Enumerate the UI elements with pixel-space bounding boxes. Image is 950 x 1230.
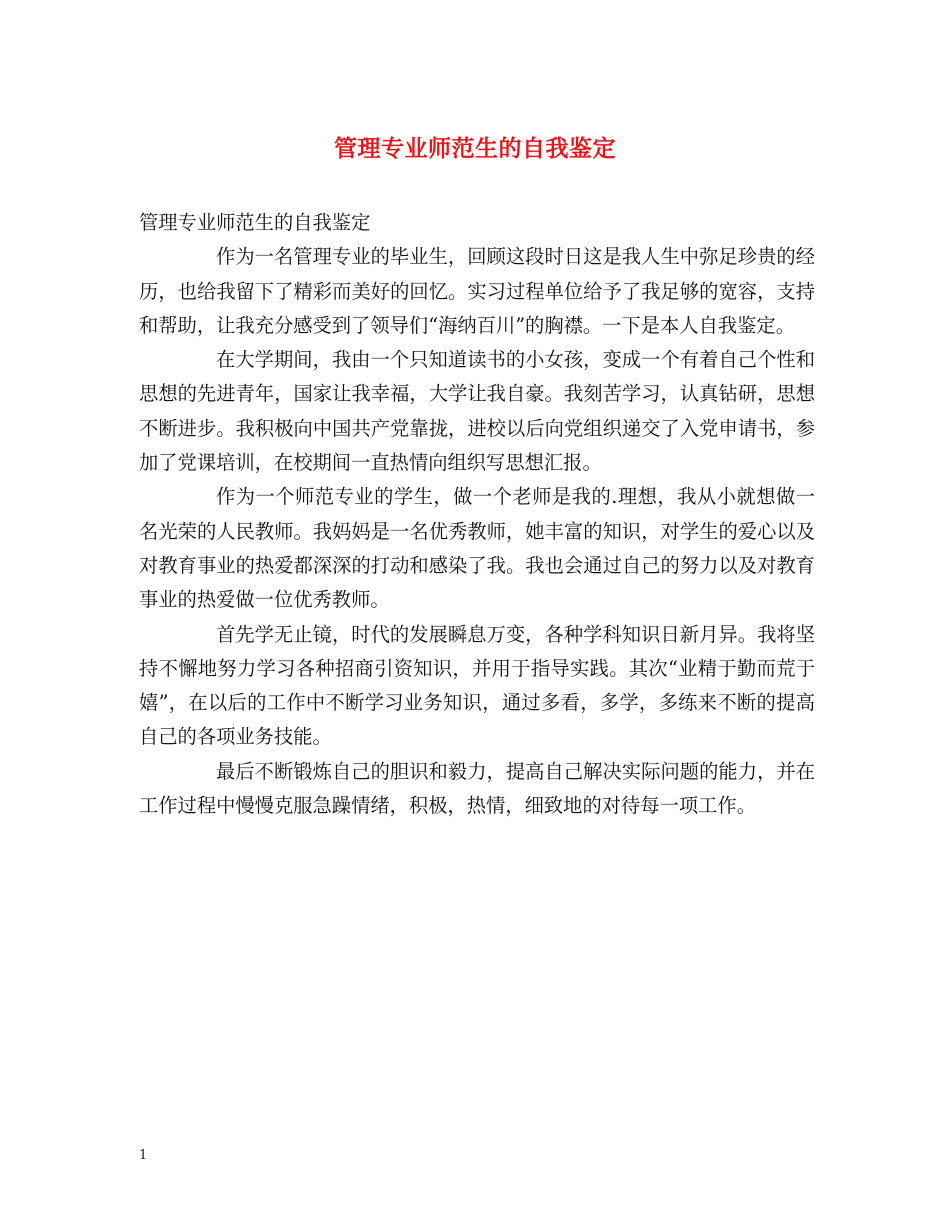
paragraph-intro: 作为一名管理专业的毕业生，回顾这段时日这是我人生中弥足珍贵的经历，也给我留下了精彩而美好的回忆。实习过程单位给予了我足够的宽容，支持和帮助，让我充分感受到了领导们“海纳百川”的胸襟。一下是本人自我鉴定。 (139, 245, 815, 337)
page-number: 1 (139, 1148, 148, 1163)
document-subtitle: 管理专业师范生的自我鉴定 (139, 211, 371, 234)
paragraph-conclusion: 最后不断锻炼自己的胆识和毅力，提高自己解决实际问题的能力，并在工作过程中慢慢克服急躁情绪，积极，热情，细致地的对待每一项工作。 (139, 759, 815, 818)
document-title: 管理专业师范生的自我鉴定 (334, 135, 616, 162)
paragraph-teacher-ideal: 作为一个师范专业的学生，做一个老师是我的.理想，我从小就想做一名光荣的人民教师。我妈妈是一名优秀教师，她丰富的知识，对学生的爱心以及对教育事业的热爱都深深的打动和感染了我。我也会通过自己的努力以及对教育事业的热爱做一位优秀教师。 (139, 485, 815, 612)
document-body (139, 206, 815, 823)
paragraph-university: 在大学期间，我由一个只知道读书的小女孩，变成一个有着自己个性和思想的先进青年，国家让我幸福，大学让我自豪。我刻苦学习，认真钻研，思想不断进步。我积极向中国共产党靠拢，进校以后向党组织递交了入党申请书，参加了党课培训，在校期间一直热情向组织写思想汇报。 (139, 348, 815, 475)
paragraph-learning: 首先学无止镜，时代的发展瞬息万变，各种学科知识日新月异。我将坚持不懈地努力学习各种招商引资知识，并用于指导实践。其次“业精于勤而荒于嬉”，在以后的工作中不断学习业务知识，通过多看，多学，多练来不断的提高自己的各项业务技能。 (139, 622, 815, 749)
